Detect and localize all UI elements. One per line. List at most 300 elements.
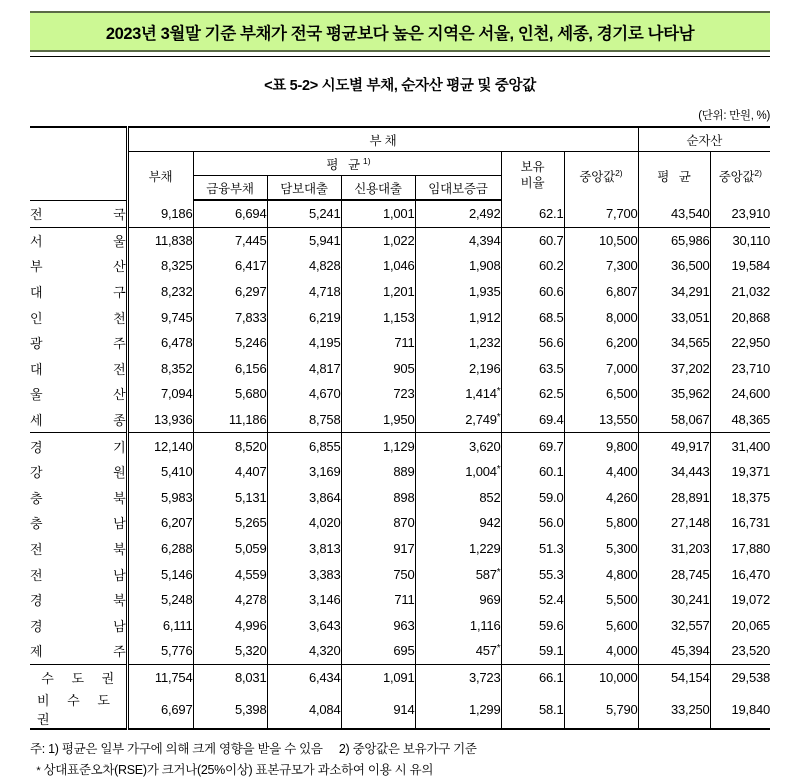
header-group-networth: 순자산	[638, 127, 770, 152]
cell-financial-debt: 6,694	[193, 200, 267, 227]
cell-debt-total: 9,745	[127, 304, 193, 330]
row-label	[30, 587, 127, 613]
row-label-right: 종	[113, 413, 126, 429]
cell-lease-deposit	[415, 433, 501, 459]
cell-debt-total: 6,288	[127, 536, 193, 562]
cell-debt-median: 4,000	[564, 638, 638, 664]
row-label	[30, 407, 127, 433]
row-label-right: 북	[113, 593, 126, 609]
cell-lease-deposit-value: 3,620	[468, 438, 501, 454]
row-label-left: 경	[30, 439, 43, 455]
cell-lease-deposit	[415, 227, 501, 253]
cell-lease-deposit-value: 1,414	[465, 386, 497, 402]
cell-lease-deposit-flag: *	[496, 412, 501, 424]
row-label-left: 울	[30, 387, 43, 403]
row-label-right: 북	[113, 490, 126, 506]
row-label-left: 대	[30, 285, 43, 301]
row-label-right: 구	[113, 285, 126, 301]
header-corner-blank	[30, 127, 127, 200]
cell-debt-median: 10,500	[564, 227, 638, 253]
cell-networth-average: 49,917	[638, 433, 710, 459]
cell-debt-median: 5,500	[564, 587, 638, 613]
cell-holding-ratio: 62.1	[501, 200, 564, 227]
cell-financial-debt: 4,996	[193, 613, 267, 639]
cell-networth-median: 16,731	[710, 510, 770, 536]
table-row	[30, 304, 770, 330]
cell-mortgage-loan: 4,670	[267, 381, 341, 407]
cell-lease-deposit-value: 1,232	[468, 335, 501, 351]
cell-credit-loan: 917	[341, 536, 415, 562]
cell-lease-deposit	[415, 510, 501, 536]
table-row	[30, 433, 770, 459]
cell-lease-deposit-value: 4,394	[468, 232, 501, 248]
cell-lease-deposit-value: 1,912	[468, 309, 501, 325]
cell-networth-average: 34,565	[638, 330, 710, 356]
headline-text: 2023년 3월말 기준 부채가 전국 평균보다 높은 지역은 서울, 인천, 세종, 경기로 나타남	[105, 24, 695, 43]
row-label-left: 세	[30, 413, 43, 429]
cell-debt-total: 6,478	[127, 330, 193, 356]
row-label-left: 전	[30, 207, 43, 223]
cell-credit-loan: 963	[341, 613, 415, 639]
unit-note: (단위: 만원, %)	[698, 110, 770, 122]
cell-debt-total: 8,232	[127, 279, 193, 305]
cell-lease-deposit-value: 1,116	[469, 617, 501, 633]
row-label-national	[30, 200, 127, 227]
cell-lease-deposit	[415, 485, 501, 511]
cell-networth-average: 31,203	[638, 536, 710, 562]
header-holding-ratio	[501, 152, 564, 201]
cell-financial-debt: 6,297	[193, 279, 267, 305]
table-body-metro	[30, 227, 770, 433]
row-label-left: 전	[30, 567, 43, 583]
cell-financial-debt: 5,398	[193, 690, 267, 729]
cell-mortgage-loan: 3,169	[267, 459, 341, 485]
cell-financial-debt: 5,059	[193, 536, 267, 562]
cell-financial-debt: 7,445	[193, 227, 267, 253]
cell-lease-deposit	[415, 613, 501, 639]
cell-networth-median: 20,868	[710, 304, 770, 330]
cell-networth-average: 45,394	[638, 638, 710, 664]
footnote-prefix: 주:	[30, 742, 45, 757]
row-label-right: 남	[113, 567, 126, 583]
cell-networth-average: 34,443	[638, 459, 710, 485]
cell-mortgage-loan: 3,813	[267, 536, 341, 562]
row-label	[30, 253, 127, 279]
cell-credit-loan: 870	[341, 510, 415, 536]
cell-networth-median: 23,910	[710, 200, 770, 227]
cell-debt-total: 5,248	[127, 587, 193, 613]
cell-mortgage-loan: 4,817	[267, 356, 341, 382]
row-label-right: 전	[113, 361, 126, 377]
cell-lease-deposit-value: 1,299	[468, 701, 501, 717]
cell-networth-median: 17,880	[710, 536, 770, 562]
cell-holding-ratio: 63.5	[501, 356, 564, 382]
cell-mortgage-loan: 4,020	[267, 510, 341, 536]
cell-networth-average: 33,051	[638, 304, 710, 330]
row-label-right: 국	[113, 207, 126, 223]
header-networth-median	[710, 152, 770, 201]
cell-networth-median: 18,375	[710, 485, 770, 511]
cell-networth-average: 32,557	[638, 613, 710, 639]
table-row	[30, 253, 770, 279]
cell-mortgage-loan: 8,758	[267, 407, 341, 433]
cell-financial-debt: 7,833	[193, 304, 267, 330]
cell-networth-median: 48,365	[710, 407, 770, 433]
cell-lease-deposit	[415, 330, 501, 356]
cell-holding-ratio: 58.1	[501, 690, 564, 729]
row-label	[30, 433, 127, 459]
header-debt-total: 부채	[127, 152, 193, 201]
cell-holding-ratio: 56.0	[501, 510, 564, 536]
cell-debt-total: 6,697	[127, 690, 193, 729]
cell-credit-loan: 1,091	[341, 664, 415, 690]
cell-holding-ratio: 52.4	[501, 587, 564, 613]
header-financial-debt: 금융부채	[193, 176, 267, 201]
cell-lease-deposit-flag: *	[496, 386, 501, 398]
cell-debt-total: 11,754	[127, 664, 193, 690]
cell-lease-deposit-value: 942	[479, 515, 501, 531]
table-row	[30, 638, 770, 664]
row-label-right: 북	[113, 542, 126, 558]
cell-debt-median: 7,000	[564, 356, 638, 382]
cell-holding-ratio: 51.3	[501, 536, 564, 562]
cell-networth-median: 20,065	[710, 613, 770, 639]
cell-networth-average: 28,745	[638, 561, 710, 587]
cell-debt-median: 6,500	[564, 381, 638, 407]
cell-credit-loan: 711	[341, 330, 415, 356]
cell-lease-deposit-flag: *	[496, 464, 501, 476]
cell-debt-median: 5,800	[564, 510, 638, 536]
row-label-text: 비 수 도 권	[37, 693, 117, 728]
table-row	[30, 664, 770, 690]
row-label	[30, 304, 127, 330]
cell-holding-ratio: 56.6	[501, 330, 564, 356]
cell-networth-average: 28,891	[638, 485, 710, 511]
cell-holding-ratio: 59.1	[501, 638, 564, 664]
table-row	[30, 510, 770, 536]
cell-financial-debt: 5,265	[193, 510, 267, 536]
footnote-line-1	[30, 739, 770, 760]
cell-holding-ratio: 66.1	[501, 664, 564, 690]
row-label-left: 충	[30, 490, 43, 506]
row-label-left: 부	[30, 259, 43, 275]
header-average-superscript: 1)	[363, 155, 371, 166]
cell-networth-median: 19,840	[710, 690, 770, 729]
header-debt-median-label: 중앙값	[579, 170, 616, 184]
cell-networth-median: 21,032	[710, 279, 770, 305]
cell-debt-total: 11,838	[127, 227, 193, 253]
cell-mortgage-loan: 6,434	[267, 664, 341, 690]
cell-lease-deposit-value: 969	[479, 592, 501, 608]
header-mortgage-loan: 담보대출	[267, 176, 341, 201]
row-label-left: 대	[30, 361, 43, 377]
table-row	[30, 381, 770, 407]
row-label	[30, 638, 127, 664]
cell-lease-deposit	[415, 407, 501, 433]
cell-debt-median: 5,790	[564, 690, 638, 729]
cell-networth-average: 54,154	[638, 664, 710, 690]
cell-debt-median: 7,700	[564, 200, 638, 227]
cell-networth-median: 19,371	[710, 459, 770, 485]
row-label-right: 천	[113, 310, 126, 326]
table-row	[30, 356, 770, 382]
header-debt-median	[564, 152, 638, 201]
cell-lease-deposit-value: 2,492	[468, 206, 501, 222]
cell-networth-average: 65,986	[638, 227, 710, 253]
cell-debt-median: 5,300	[564, 536, 638, 562]
table-row-national	[30, 200, 770, 227]
cell-debt-median: 4,800	[564, 561, 638, 587]
row-label	[30, 485, 127, 511]
cell-debt-total: 13,936	[127, 407, 193, 433]
cell-networth-average: 58,067	[638, 407, 710, 433]
cell-debt-total: 8,325	[127, 253, 193, 279]
row-label	[30, 459, 127, 485]
cell-mortgage-loan: 4,320	[267, 638, 341, 664]
cell-financial-debt: 11,186	[193, 407, 267, 433]
cell-financial-debt: 8,031	[193, 664, 267, 690]
cell-networth-median: 29,538	[710, 664, 770, 690]
cell-financial-debt: 5,131	[193, 485, 267, 511]
cell-debt-total: 8,352	[127, 356, 193, 382]
cell-financial-debt: 8,520	[193, 433, 267, 459]
table-row	[30, 587, 770, 613]
row-label-left: 전	[30, 542, 43, 558]
row-label-right: 주	[113, 644, 126, 660]
header-networth-average	[638, 152, 710, 201]
cell-mortgage-loan: 6,855	[267, 433, 341, 459]
cell-mortgage-loan: 3,643	[267, 613, 341, 639]
row-label-left: 광	[30, 336, 43, 352]
cell-debt-median: 6,200	[564, 330, 638, 356]
row-label-left: 충	[30, 516, 43, 532]
table-row	[30, 279, 770, 305]
footnote-line-2	[30, 760, 770, 781]
row-label-right: 산	[113, 387, 126, 403]
cell-networth-median: 23,520	[710, 638, 770, 664]
footnote-star: *	[36, 764, 41, 777]
cell-debt-total: 5,410	[127, 459, 193, 485]
cell-mortgage-loan: 3,864	[267, 485, 341, 511]
table-row	[30, 613, 770, 639]
table-row	[30, 561, 770, 587]
cell-networth-average: 27,148	[638, 510, 710, 536]
row-label-left: 서	[30, 233, 43, 249]
cell-lease-deposit	[415, 356, 501, 382]
cell-lease-deposit-value: 587	[475, 566, 497, 582]
cell-credit-loan: 695	[341, 638, 415, 664]
row-label	[30, 356, 127, 382]
cell-debt-total: 6,207	[127, 510, 193, 536]
cell-networth-average: 37,202	[638, 356, 710, 382]
cell-mortgage-loan: 4,718	[267, 279, 341, 305]
cell-networth-median: 16,470	[710, 561, 770, 587]
cell-networth-median: 24,600	[710, 381, 770, 407]
cell-debt-median: 8,000	[564, 304, 638, 330]
cell-mortgage-loan: 4,084	[267, 690, 341, 729]
cell-credit-loan: 898	[341, 485, 415, 511]
cell-lease-deposit	[415, 279, 501, 305]
cell-networth-average: 34,291	[638, 279, 710, 305]
cell-networth-median: 30,110	[710, 227, 770, 253]
header-average-label: 평 균	[326, 157, 364, 172]
cell-lease-deposit	[415, 561, 501, 587]
cell-lease-deposit-flag: *	[496, 643, 501, 655]
cell-mortgage-loan: 3,383	[267, 561, 341, 587]
cell-credit-loan: 889	[341, 459, 415, 485]
cell-financial-debt: 5,320	[193, 638, 267, 664]
cell-holding-ratio: 60.6	[501, 279, 564, 305]
cell-holding-ratio: 69.4	[501, 407, 564, 433]
cell-credit-loan: 750	[341, 561, 415, 587]
cell-holding-ratio: 59.0	[501, 485, 564, 511]
cell-lease-deposit-value: 2,749	[465, 412, 497, 428]
cell-networth-average: 30,241	[638, 587, 710, 613]
header-networth-average-label: 평 균	[657, 170, 694, 184]
cell-lease-deposit-value: 852	[479, 489, 501, 505]
cell-networth-median: 19,584	[710, 253, 770, 279]
table-row	[30, 227, 770, 253]
cell-lease-deposit-value: 3,723	[468, 669, 501, 685]
cell-financial-debt: 5,680	[193, 381, 267, 407]
row-label-left: 경	[30, 618, 43, 634]
header-credit-loan: 신용대출	[341, 176, 415, 201]
cell-debt-median: 10,000	[564, 664, 638, 690]
cell-networth-average: 43,540	[638, 200, 710, 227]
cell-networth-median: 23,710	[710, 356, 770, 382]
table-body-summary	[30, 664, 770, 729]
cell-debt-median: 7,300	[564, 253, 638, 279]
row-label-right: 산	[113, 259, 126, 275]
cell-lease-deposit	[415, 253, 501, 279]
cell-debt-total: 12,140	[127, 433, 193, 459]
footnote-1: 1) 평균은 일부 가구에 의해 크게 영향을 받을 수 있음	[48, 742, 323, 757]
table-head	[30, 127, 770, 200]
row-label-right: 남	[113, 618, 126, 634]
header-holding-ratio-line1: 보유	[520, 160, 545, 175]
cell-credit-loan: 711	[341, 587, 415, 613]
header-lease-deposit: 임대보증금	[415, 176, 501, 201]
cell-financial-debt: 4,559	[193, 561, 267, 587]
row-label-left: 강	[30, 465, 43, 481]
row-label-left: 제	[30, 644, 43, 660]
row-label	[30, 510, 127, 536]
cell-holding-ratio: 60.2	[501, 253, 564, 279]
cell-lease-deposit	[415, 459, 501, 485]
cell-financial-debt: 4,407	[193, 459, 267, 485]
cell-lease-deposit-flag: *	[496, 566, 501, 578]
cell-holding-ratio: 60.1	[501, 459, 564, 485]
cell-holding-ratio: 60.7	[501, 227, 564, 253]
header-networth-median-label: 중앙값	[718, 170, 755, 184]
footnote-2: 2) 중앙값은 보유가구 기준	[338, 742, 477, 757]
table-caption: <표 5-2> 시도별 부채, 순자산 평균 및 중앙값	[264, 78, 536, 94]
table-row	[30, 536, 770, 562]
cell-debt-total: 5,983	[127, 485, 193, 511]
cell-lease-deposit	[415, 536, 501, 562]
cell-debt-median: 9,800	[564, 433, 638, 459]
table-row	[30, 459, 770, 485]
table-body-national	[30, 200, 770, 227]
cell-debt-total: 6,111	[127, 613, 193, 639]
cell-credit-loan: 1,129	[341, 433, 415, 459]
statistics-table	[30, 126, 770, 730]
cell-debt-median: 4,260	[564, 485, 638, 511]
cell-lease-deposit-value: 1,935	[468, 284, 501, 300]
row-label-right: 원	[113, 465, 126, 481]
row-label	[30, 279, 127, 305]
cell-credit-loan: 1,046	[341, 253, 415, 279]
header-holding-ratio-line2: 비율	[520, 176, 545, 190]
row-label	[30, 227, 127, 253]
cell-mortgage-loan: 5,941	[267, 227, 341, 253]
cell-financial-debt: 5,246	[193, 330, 267, 356]
cell-networth-average: 35,962	[638, 381, 710, 407]
cell-financial-debt: 6,156	[193, 356, 267, 382]
row-label-right: 울	[113, 233, 126, 249]
row-label-right: 남	[113, 516, 126, 532]
cell-credit-loan: 1,001	[341, 200, 415, 227]
table-row	[30, 690, 770, 729]
cell-networth-average: 33,250	[638, 690, 710, 729]
header-average-group	[193, 152, 501, 176]
cell-lease-deposit	[415, 690, 501, 729]
cell-lease-deposit	[415, 304, 501, 330]
report-page	[0, 11, 800, 777]
cell-networth-median: 31,400	[710, 433, 770, 459]
cell-lease-deposit-value: 1,229	[468, 541, 501, 557]
row-label	[30, 561, 127, 587]
cell-lease-deposit-value: 1,004	[465, 464, 497, 480]
header-networth-median-superscript: 2)	[754, 167, 762, 178]
cell-credit-loan: 1,022	[341, 227, 415, 253]
cell-holding-ratio: 59.6	[501, 613, 564, 639]
cell-lease-deposit	[415, 587, 501, 613]
cell-lease-deposit	[415, 381, 501, 407]
row-label	[30, 330, 127, 356]
headline-banner	[30, 11, 770, 52]
cell-financial-debt: 4,278	[193, 587, 267, 613]
cell-mortgage-loan: 3,146	[267, 587, 341, 613]
cell-holding-ratio: 69.7	[501, 433, 564, 459]
row-label	[30, 381, 127, 407]
cell-lease-deposit	[415, 638, 501, 664]
banner-bottom-rule	[30, 56, 770, 57]
cell-holding-ratio: 55.3	[501, 561, 564, 587]
row-label-right: 주	[113, 336, 126, 352]
table-row	[30, 407, 770, 433]
cell-debt-total: 7,094	[127, 381, 193, 407]
table-body-province	[30, 433, 770, 664]
header-row-groups	[30, 127, 770, 152]
cell-debt-total: 9,186	[127, 200, 193, 227]
row-label	[30, 690, 127, 729]
row-label-text: 수 도 권	[41, 670, 122, 686]
footnote-star-text: 상대표준오차(RSE)가 크거나(25%이상) 표본규모가 과소하여 이용 시 유의	[43, 762, 434, 777]
cell-lease-deposit	[415, 200, 501, 227]
row-label-left: 인	[30, 310, 43, 326]
cell-networth-median: 22,950	[710, 330, 770, 356]
row-label	[30, 664, 127, 690]
cell-mortgage-loan: 4,828	[267, 253, 341, 279]
cell-mortgage-loan: 4,195	[267, 330, 341, 356]
cell-lease-deposit	[415, 664, 501, 690]
table-row	[30, 485, 770, 511]
cell-networth-median: 19,072	[710, 587, 770, 613]
cell-lease-deposit-value: 1,908	[468, 258, 501, 274]
cell-debt-total: 5,776	[127, 638, 193, 664]
header-debt-median-superscript: 2)	[615, 167, 623, 178]
